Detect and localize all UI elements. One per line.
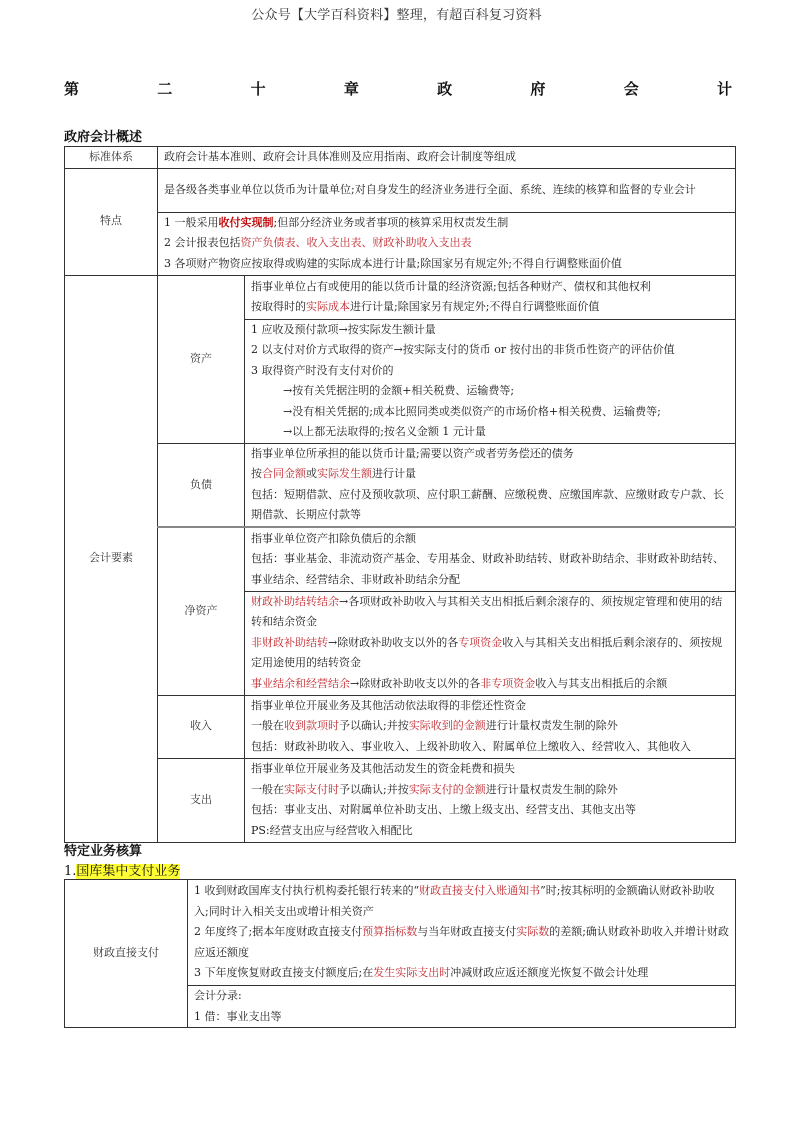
feature-item: 2 会计报表包括资产负债表、收入支出表、财政补助收入支出表: [164, 236, 472, 250]
expenses-label: 支出: [158, 758, 245, 842]
net-assets-definition: 指事业单位资产扣除负债后的余额 包括：事业基金、非流动资产基金、专用基金、财政补助结转、财政补助结余、非财政补助结转、事业结余、经营结余、非财政补助结余分配: [245, 527, 736, 591]
chapter-title-char: 十: [250, 80, 266, 98]
assets-definition: 指事业单位占有或使用的能以货币计量的经济资源;包括各种财产、债权和其他权利 按取得时的实际成本进行计量;除国家另有规定外;不得自行调整账面价值: [245, 275, 736, 319]
overview-table: [64, 146, 736, 843]
chapter-title: [64, 78, 732, 99]
liabilities-label: 负债: [158, 443, 245, 527]
assets-label: 资产: [158, 275, 245, 443]
revenue-content: 指事业单位开展业务及其他活动依法取得的非偿还性资金 一般在收到款项时予以确认;并按实际收到的金额进行计量权责发生制的除外 包括：财政补助收入、事业收入、上级补助收入、附属单位上缴收入、经营收入、其他收入: [245, 695, 736, 758]
chapter-title-char: 会: [623, 80, 639, 98]
sub-heading-treasury: 1.国库集中支付业务: [64, 864, 181, 879]
table-row-net-assets-def: [65, 527, 736, 591]
expenses-content: 指事业单位开展业务及其他活动发生的资金耗费和损失 一般在实际支付时予以确认;并按实际支付的金额进行计量权责发生制的除外 包括：事业支出、对附属单位补助支出、上缴上级支出、经营支出、其他支出等 PS:经营支出应与经营收入相配比: [245, 758, 736, 842]
net-assets-items: 财政补助结转结余→各项财政补助收入与其相关支出相抵后剩余滚存的、须按规定管理和使用的结转和结余资金 非财政补助结转→除财政补助收支以外的各专项资金收入与其相关支出相抵后剩余滚存的、须按规定用途使用的结转资金 事业结余和经营结余→除财政补助收支以外的各非专项资金收入与其支出相抵后的余额: [245, 591, 736, 695]
revenue-label: 收入: [158, 695, 245, 758]
feature-item: 3 各项财产物资应按取得或购建的实际成本进行计量;除国家另有规定外;不得自行调整账面价值: [164, 256, 622, 270]
highlighted-title: 国库集中支付业务: [76, 864, 181, 879]
table-row-revenue: [65, 695, 736, 758]
elements-label: 会计要素: [65, 275, 158, 842]
net-assets-label: 净资产: [158, 527, 245, 695]
table-row-assets-def: [65, 275, 736, 319]
features-items: [158, 212, 736, 275]
table-row-expenses: [65, 758, 736, 842]
liabilities-content: 指事业单位所承担的能以货币计量;需要以资产或者劳务偿还的债务 按合同金额或实际发生额进行计量 包括：短期借款、应付及预收款项、应付职工薪酬、应缴税费、应缴国库款、应缴财政专户款、长期借款、长期应付款等: [245, 443, 736, 527]
standard-label: 标准体系: [65, 147, 158, 169]
table-row-features-def: [65, 168, 736, 212]
chapter-title-char: 章: [343, 80, 359, 98]
chapter-title-char: 府: [530, 80, 546, 98]
chapter-title-char: 政: [437, 80, 453, 98]
direct-payment-entries: 会计分录: 1 借：事业支出等: [188, 986, 736, 1028]
chapter-title-char: 第: [64, 80, 80, 98]
direct-payment-label: 财政直接支付: [65, 880, 188, 1028]
feature-item: 1 一般采用收付实现制;但部分经济业务或者事项的核算采用权责发生制: [164, 215, 509, 229]
table-row-standard: [65, 147, 736, 169]
specific-heading: 特定业务核算: [64, 844, 143, 859]
table-row-features-items: [65, 212, 736, 275]
table-row-direct-payment-rules: [65, 880, 736, 986]
table-row-liabilities: [65, 443, 736, 527]
standard-text: 政府会计基本准则、政府会计具体准则及应用指南、政府会计制度等组成: [158, 147, 736, 169]
chapter-title-char: 二: [157, 80, 173, 98]
features-definition: 是各级各类事业单位以货币为计量单位;对自身发生的经济业务进行全面、系统、连续的核算和监督的专业会计: [158, 168, 736, 212]
chapter-title-char: 计: [716, 80, 732, 98]
direct-payment-rules: 1 收到财政国库支付执行机构委托银行转来的“财政直接支付入账通知书”时;按其标明的金额确认财政补助收入;同时计入相关支出或增计相关资产 2 年度终了;据本年度财政直接支付预算指标数与当年财政直接支付实际数的差额;确认财政补助收入并增计财政应返还额度 3 下年度恢复财政直接支付额度后;在发生实际支出时冲减财政应返还额度光恢复不做会计处理: [188, 880, 736, 986]
assets-rules: 1 应收及预付款项→按实际发生额计量 2 以支付对价方式取得的资产→按实际支付的货币 or 按付出的非货币性资产的评估价值 3 取得资产时没有支付对价的 →按有关凭据注明的金额+相关税费、运输费等; →没有相关凭据的;成本比照同类或类似资产的市场价格+相关税费、运输费等; →以上都无法取得的;按名义金额 1 元计量: [245, 319, 736, 443]
header-note: 公众号【大学百科资料】整理，有超百科复习资料: [251, 8, 542, 23]
direct-payment-table: [64, 879, 736, 1028]
overview-heading: 政府会计概述: [64, 130, 143, 145]
features-label: 特点: [65, 168, 158, 275]
